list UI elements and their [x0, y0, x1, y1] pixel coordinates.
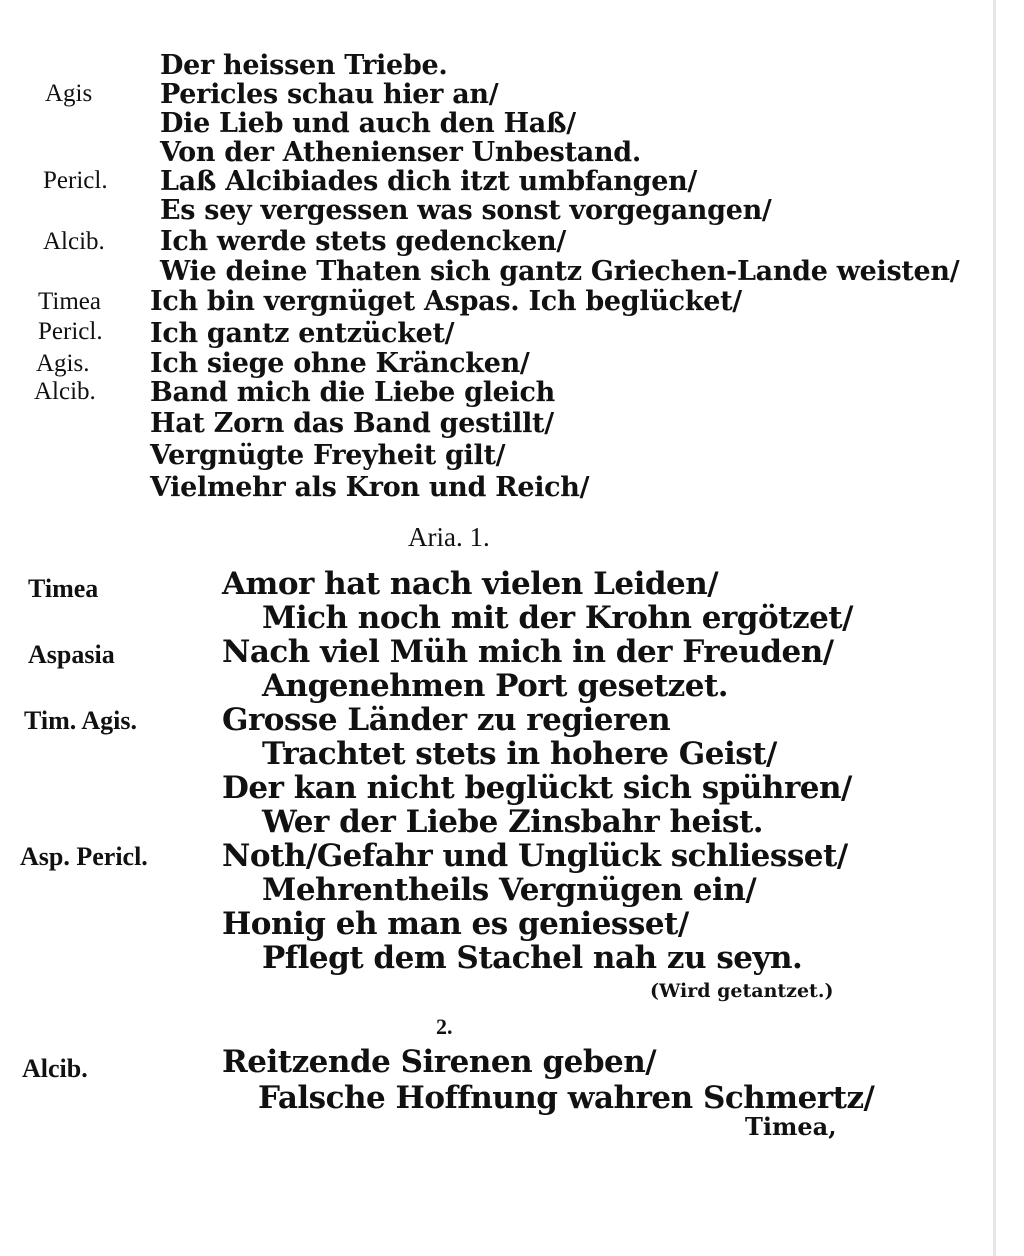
verse-line: Trachtet stets in hohere Geist/ [262, 736, 777, 772]
verse-line: Der kan nicht beglückt sich spühren/ [222, 770, 852, 806]
verse-line: Pericles schau hier an/ [160, 79, 499, 110]
verse-line: Wer der Liebe Zinsbahr heist. [262, 804, 764, 840]
aria-heading: Aria. 1. [408, 522, 490, 552]
verse-line: Angenehmen Port gesetzet. [262, 668, 729, 704]
verse-line: Honig eh man es geniesset/ [222, 906, 689, 942]
speaker-label: Asp. Pericl. [20, 842, 148, 871]
speaker-label: Agis [45, 80, 93, 107]
verse-line: Ich werde stets gedencken/ [160, 226, 566, 257]
catchword: Timea, [745, 1112, 837, 1141]
verse-line: Reitzende Sirenen geben/ [222, 1044, 657, 1080]
verse-line: Nach viel Müh mich in der Freuden/ [222, 634, 834, 670]
speaker-label: Timea [28, 574, 99, 603]
verse-line: Die Lieb und auch den Haß/ [160, 108, 576, 139]
speaker-label: Alcib. [34, 378, 96, 405]
verse-line: Laß Alcibiades dich itzt umbfangen/ [160, 166, 697, 197]
verse-line: Hat Zorn das Band gestillt/ [150, 408, 554, 439]
verse-line: Vielmehr als Kron und Reich/ [150, 472, 590, 503]
speaker-label: Agis. [36, 350, 90, 377]
verse-line: Vergnügte Freyheit gilt/ [150, 440, 506, 471]
speaker-label: Alcib. [43, 228, 105, 255]
verse-line: Amor hat nach vielen Leiden/ [222, 566, 719, 602]
page-edge-shadow [993, 0, 996, 1256]
speaker-label: Alcib. [22, 1054, 88, 1083]
aria-number: 2. [436, 1014, 453, 1039]
verse-line: Grosse Länder zu regieren [222, 702, 671, 738]
verse-line: Der heissen Triebe. [160, 50, 448, 81]
verse-line: Noth/Gefahr und Unglück schliesset/ [222, 838, 848, 874]
verse-line: Mich noch mit der Krohn ergötzet/ [262, 600, 853, 636]
verse-line: Ich bin vergnüget Aspas. Ich beglücket/ [150, 286, 742, 317]
verse-line: Ich siege ohne Kräncken/ [150, 348, 530, 379]
speaker-label: Tim. Agis. [24, 706, 137, 735]
verse-line: Es sey vergessen was sonst vorgegangen/ [160, 195, 772, 226]
speaker-label: Timea [38, 288, 101, 315]
speaker-label: Aspasia [28, 640, 115, 669]
verse-line: Wie deine Thaten sich gantz Griechen-Lande weisten/ [160, 256, 960, 287]
verse-line: Falsche Hoffnung wahren Schmertz/ [258, 1080, 875, 1116]
speaker-label: Pericl. [43, 167, 108, 194]
speaker-label: Pericl. [38, 318, 103, 345]
verse-line: Pflegt dem Stachel nah zu seyn. [262, 940, 803, 976]
verse-line: Ich gantz entzücket/ [150, 318, 455, 349]
stage-direction: (Wird getantzet.) [650, 980, 834, 1002]
verse-line: Mehrentheils Vergnügen ein/ [262, 872, 757, 908]
verse-line: Von der Athenienser Unbestand. [160, 137, 641, 168]
verse-line: Band mich die Liebe gleich [150, 377, 555, 408]
